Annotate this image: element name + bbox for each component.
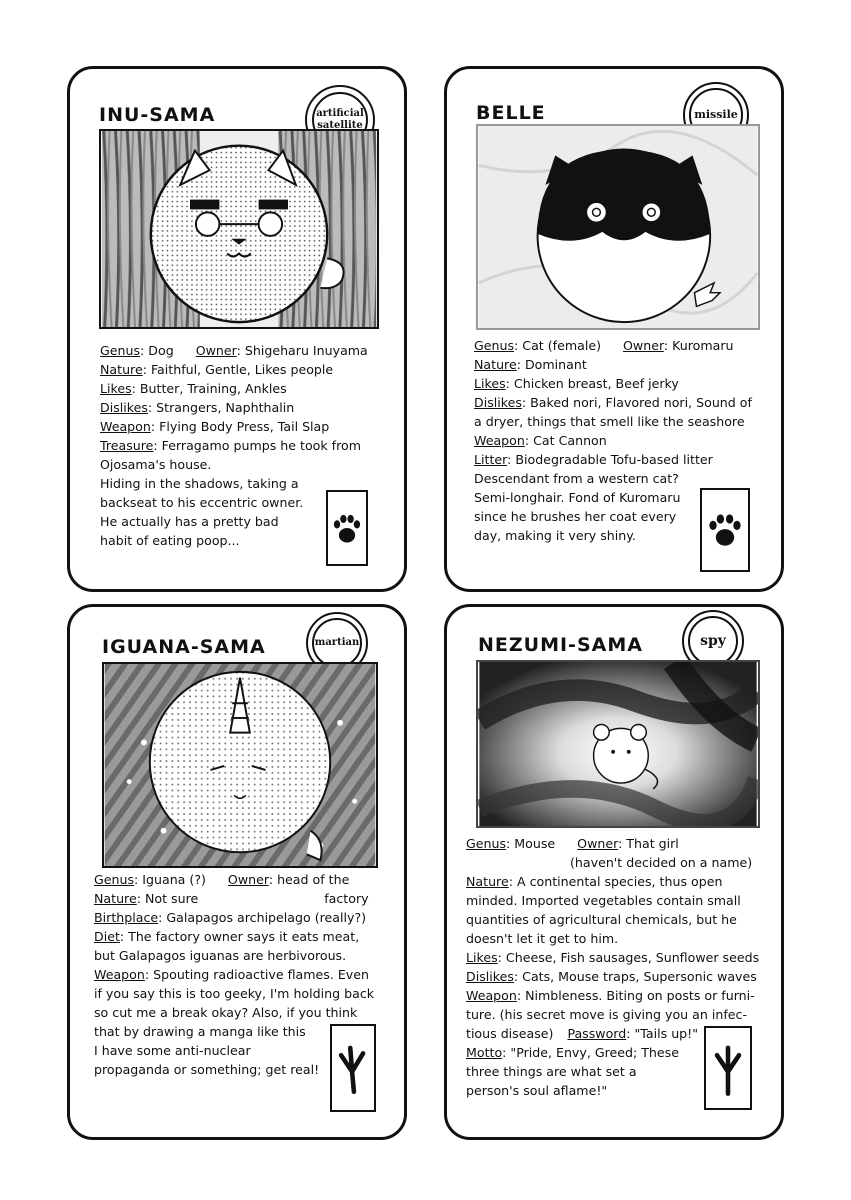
- type-badge-label: missile: [689, 88, 742, 141]
- paw-print-icon: [326, 490, 368, 566]
- field-label: Treasure: [100, 438, 154, 453]
- description-text: Descendant from a western cat?: [474, 471, 679, 486]
- field-value: : Cats, Mouse traps, Supersonic waves: [513, 969, 757, 984]
- field-label: Dislikes: [474, 395, 522, 410]
- description-text: so cut me a break okay? Also, if you think: [94, 1005, 358, 1020]
- description-text: quantities of agricultural chemicals, but he: [466, 912, 737, 927]
- field-label: Owner: [577, 836, 619, 851]
- type-badge-label: martian: [312, 618, 362, 668]
- field-value: : "Pride, Envy, Greed; These: [502, 1045, 679, 1060]
- card-title: INU-SAMA: [99, 104, 216, 126]
- description-text: Hiding in the shadows, taking a: [100, 476, 299, 491]
- field-value: : "Tails up!": [626, 1026, 699, 1041]
- description-text: ture. (his secret move is giving you an infec-: [466, 1007, 747, 1022]
- field-label: Dislikes: [466, 969, 514, 984]
- field-label: Weapon: [474, 433, 525, 448]
- field-value: : Strangers, Naphthalin: [147, 400, 295, 415]
- description-text: since he brushes her coat every: [474, 509, 677, 524]
- card-title: BELLE: [476, 102, 546, 124]
- field-label: Nature: [94, 891, 137, 906]
- description-text: habit of eating poop...: [100, 533, 240, 548]
- description-text: propaganda or something; get real!: [94, 1062, 320, 1077]
- card-title: IGUANA-SAMA: [102, 636, 266, 658]
- description-text: three things are what set a: [466, 1064, 637, 1079]
- field-value: : A continental species, thus open: [508, 874, 723, 889]
- character-illustration: [476, 660, 760, 828]
- field-value: : Cat Cannon: [524, 433, 607, 448]
- field-label: Likes: [466, 950, 498, 965]
- field-label: Owner: [227, 872, 269, 887]
- description-text: if you say this is too geeky, I'm holding back: [94, 986, 375, 1001]
- card-title: NEZUMI-SAMA: [478, 634, 643, 656]
- field-label: Diet: [94, 929, 120, 944]
- description-text: person's soul aflame!": [466, 1083, 608, 1098]
- field-label: Weapon: [94, 967, 145, 982]
- field-value: : Nimbleness. Biting on posts or furni-: [516, 988, 755, 1003]
- field-value: : Shigeharu Inuyama: [236, 343, 368, 358]
- field-label: Genus: [466, 836, 507, 851]
- field-label: Nature: [474, 357, 517, 372]
- field-label: Nature: [466, 874, 509, 889]
- field-label: Birthplace: [94, 910, 159, 925]
- field-value: : That girl: [618, 836, 679, 851]
- field-value: : Baked nori, Flavored nori, Sound of: [521, 395, 752, 410]
- description-text: a dryer, things that smell like the seashore: [474, 414, 745, 429]
- field-label: Password: [567, 1026, 627, 1041]
- description-text: Ojosama's house.: [100, 457, 212, 472]
- field-value: : Chicken breast, Beef jerky: [505, 376, 679, 391]
- field-label: Owner: [623, 338, 664, 353]
- field-label: Genus: [94, 872, 135, 887]
- field-label: Genus: [474, 338, 515, 353]
- description-text: Semi-longhair. Fond of Kuromaru: [474, 490, 681, 505]
- description-text: day, making it very shiny.: [474, 528, 636, 543]
- field-label: Weapon: [466, 988, 517, 1003]
- field-value: : Galapagos archipelago (really?): [158, 910, 367, 925]
- field-label: Likes: [100, 381, 132, 396]
- character-illustration: [102, 662, 378, 868]
- lizard-foot-icon: [330, 1024, 376, 1112]
- character-illustration: [99, 129, 379, 329]
- type-badge-label: artificial satellite: [312, 92, 369, 149]
- field-value: : Flying Body Press, Tail Slap: [150, 419, 330, 434]
- description-text: doesn't let it get to him.: [466, 931, 619, 946]
- field-label: Likes: [474, 376, 506, 391]
- field-value: : Dog: [140, 343, 174, 358]
- field-value: : Biodegradable Tofu-based litter: [507, 452, 713, 467]
- field-value: : Mouse: [506, 836, 556, 851]
- field-label: Owner: [195, 343, 237, 358]
- field-value: : Butter, Training, Ankles: [131, 381, 287, 396]
- field-label: Weapon: [100, 419, 151, 434]
- field-value: : Not sure: [136, 891, 199, 906]
- description-text: that by drawing a manga like this: [94, 1024, 306, 1039]
- description-text: but Galapagos iguanas are herbivorous.: [94, 948, 347, 963]
- field-value: : head of the: [268, 872, 350, 887]
- field-value: : Spouting radioactive flames. Even: [144, 967, 369, 982]
- field-value: : Cheese, Fish sausages, Sunflower seeds: [497, 950, 760, 965]
- description-text: I have some anti-nuclear: [94, 1043, 251, 1058]
- field-label: Genus: [100, 343, 141, 358]
- field-value: : Ferragamo pumps he took from: [153, 438, 361, 453]
- character-illustration: [476, 124, 760, 330]
- description-text: He actually has a pretty bad: [100, 514, 279, 529]
- field-value: : Faithful, Gentle, Likes people: [142, 362, 334, 377]
- field-value: : The factory owner says it eats meat,: [119, 929, 360, 944]
- description-text: tious disease): [466, 1026, 554, 1041]
- field-label: Dislikes: [100, 400, 148, 415]
- description-text: minded. Imported vegetables contain small: [466, 893, 741, 908]
- field-value: : Cat (female): [514, 338, 601, 353]
- field-value: : Dominant: [516, 357, 587, 372]
- paw-print-icon: [700, 488, 750, 572]
- field-label: Litter: [474, 452, 508, 467]
- field-value: : Iguana (?): [134, 872, 206, 887]
- description-text: (haven't decided on a name): [570, 855, 753, 870]
- field-value: : Kuromaru: [663, 338, 734, 353]
- description-text: backseat to his eccentric owner.: [100, 495, 304, 510]
- field-label: Nature: [100, 362, 143, 377]
- field-value: factory: [324, 891, 369, 906]
- field-label: Motto: [466, 1045, 503, 1060]
- lizard-foot-icon: [704, 1026, 752, 1110]
- type-badge-label: spy: [688, 616, 738, 666]
